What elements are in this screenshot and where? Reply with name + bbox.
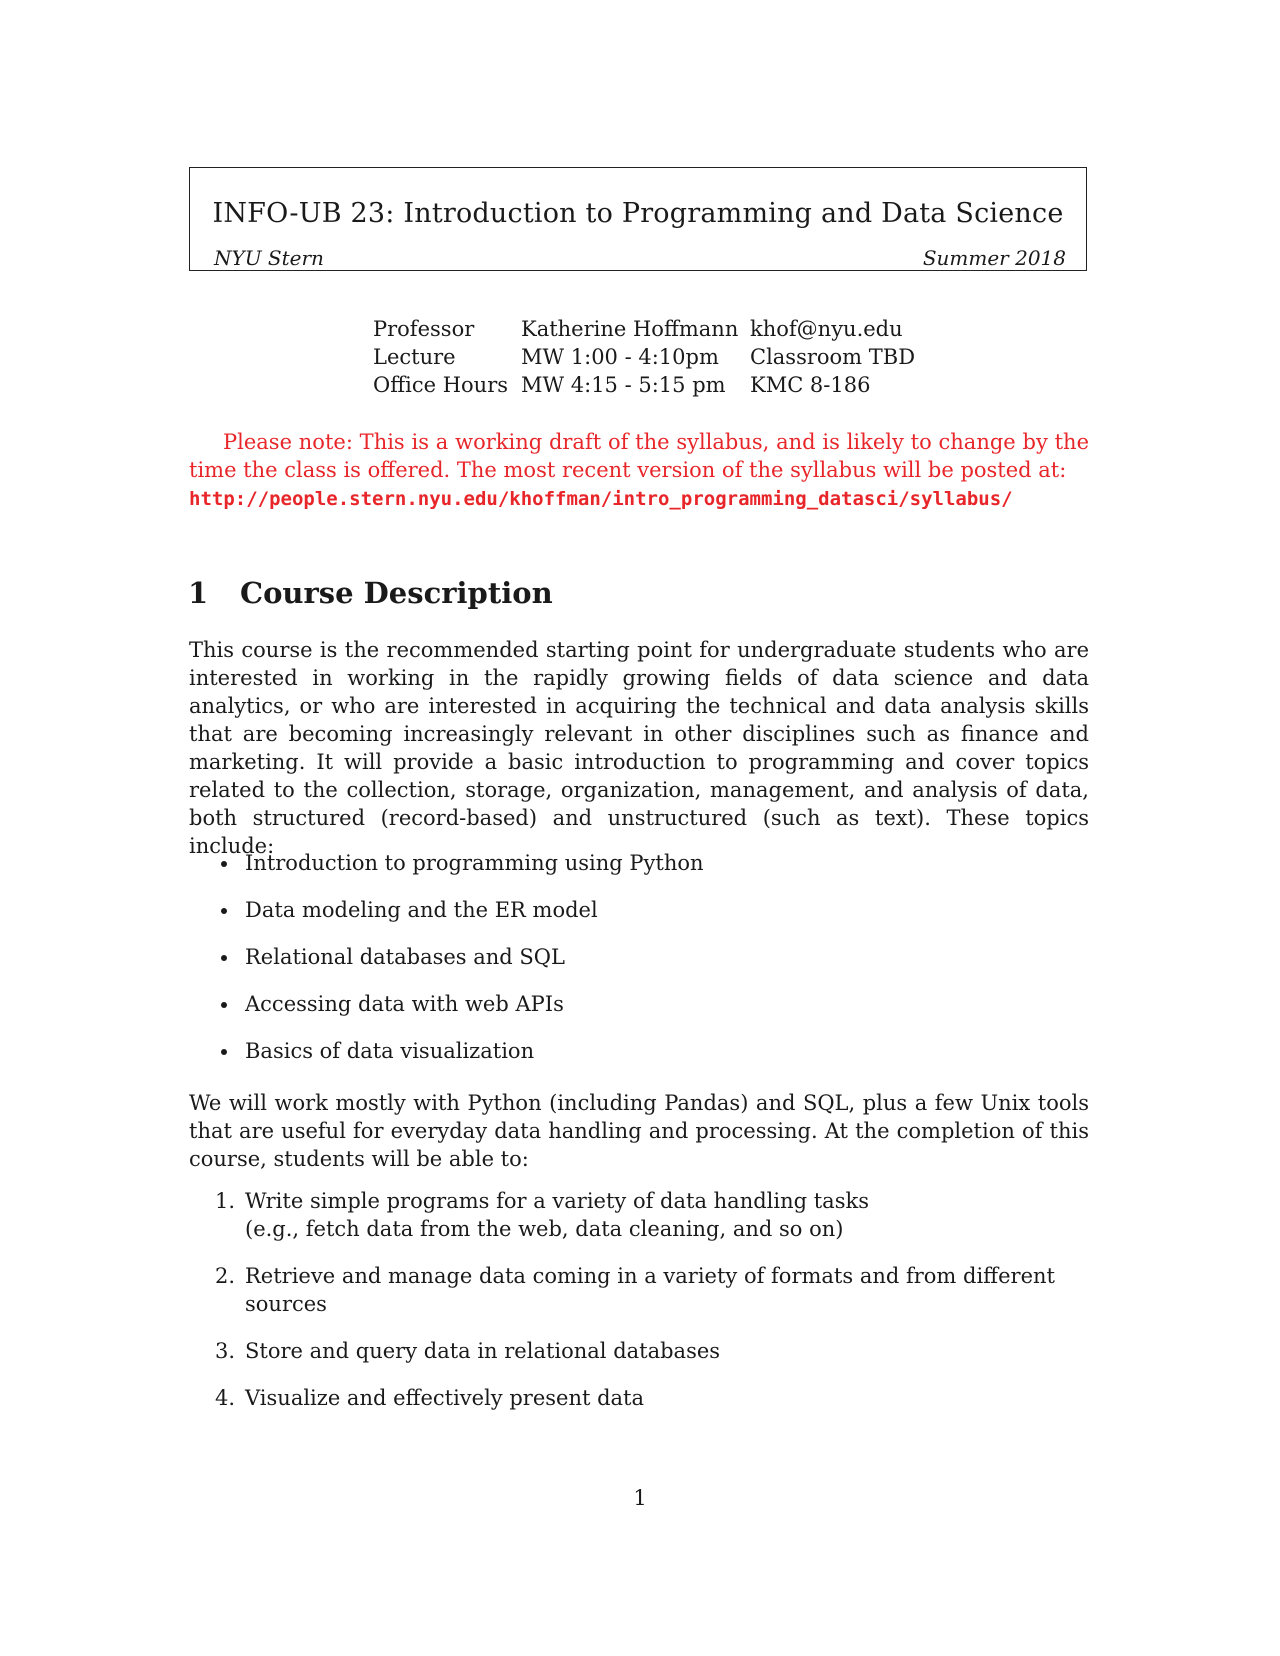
list-item: 3. Store and query data in relational databases: [215, 1339, 721, 1363]
list-item: 4. Visualize and effectively present data: [215, 1386, 645, 1410]
info-role: Lecture: [373, 345, 456, 369]
info-row-lecture: [373, 343, 950, 371]
info-role: Professor: [373, 317, 475, 341]
info-row-office-hours: [373, 371, 950, 399]
course-info-table: [373, 315, 950, 399]
list-item: 1. Write simple programs for a variety of data handling tasks (e.g., fetch data from the web, data cleaning, and so on): [215, 1189, 869, 1241]
list-item: Relational databases and SQL: [189, 943, 1089, 990]
list-item: 2. Retrieve and manage data coming in a variety of formats and from different sources: [215, 1264, 1055, 1316]
syllabus-link[interactable]: http://people.stern.nyu.edu/khoffman/intro_programming_datasci/syllabus/: [189, 488, 1013, 510]
info-location: Classroom TBD: [750, 345, 916, 369]
section-number: 1: [188, 576, 209, 610]
list-number: 3.: [215, 1339, 236, 1363]
course-title: INFO-UB 23: Introduction to Programming and Data Science: [212, 198, 1064, 229]
section-title: Course Description: [240, 576, 553, 610]
info-row-professor: [373, 315, 950, 343]
topics-list: [189, 849, 1089, 1084]
list-item: Basics of data visualization: [189, 1037, 1089, 1084]
title-box: [189, 167, 1087, 271]
professor-email: khof@nyu.edu: [750, 317, 903, 341]
list-item: Accessing data with web APIs: [189, 990, 1089, 1037]
list-item: Introduction to programming using Python: [189, 849, 1089, 896]
draft-note: [189, 428, 1089, 513]
info-value: Katherine Hoffmann: [521, 317, 739, 341]
course-description-paragraph: This course is the recommended starting point for undergraduate students who are interested in working in the rapidly growing fields of data science and data analytics, or who are interested in acquiring the technical and data analysis skills that are becoming increasingly relevant in other disciplines such as finance and marketing. It will provide a basic introduction to programming and cover topics related to the collection, storage, organization, management, and analysis of data, both structured (record-based) and unstructured (such as text). These topics include:: [189, 638, 1089, 858]
info-location: KMC 8-186: [750, 373, 871, 397]
term-label: Summer 2018: [922, 246, 1066, 270]
list-number: 2.: [215, 1264, 236, 1288]
bullet-icon: [221, 955, 227, 961]
section-heading: [188, 576, 553, 610]
list-item: Data modeling and the ER model: [189, 896, 1089, 943]
outcomes-list: [189, 1187, 1089, 1431]
outcomes-intro-paragraph: We will work mostly with Python (including Pandas) and SQL, plus a few Unix tools that are useful for everyday data handling and processing. At the completion of this course, students will be able to:: [189, 1091, 1089, 1171]
bullet-icon: [221, 1049, 227, 1055]
institution-label: NYU Stern: [214, 246, 324, 270]
page-number: 1: [633, 1486, 647, 1510]
info-role: Office Hours: [373, 373, 509, 397]
bullet-icon: [221, 1002, 227, 1008]
draft-note-text: Please note: This is a working draft of the syllabus, and is likely to change by the time the class is offered. The most recent version of the syllabus will be posted at:: [189, 430, 1089, 482]
info-value: MW 1:00 - 4:10pm: [521, 345, 719, 369]
bullet-icon: [221, 908, 227, 914]
list-number: 4.: [215, 1386, 236, 1410]
bullet-icon: [221, 861, 227, 867]
list-number: 1.: [215, 1189, 236, 1213]
info-value: MW 4:15 - 5:15 pm: [521, 373, 726, 397]
